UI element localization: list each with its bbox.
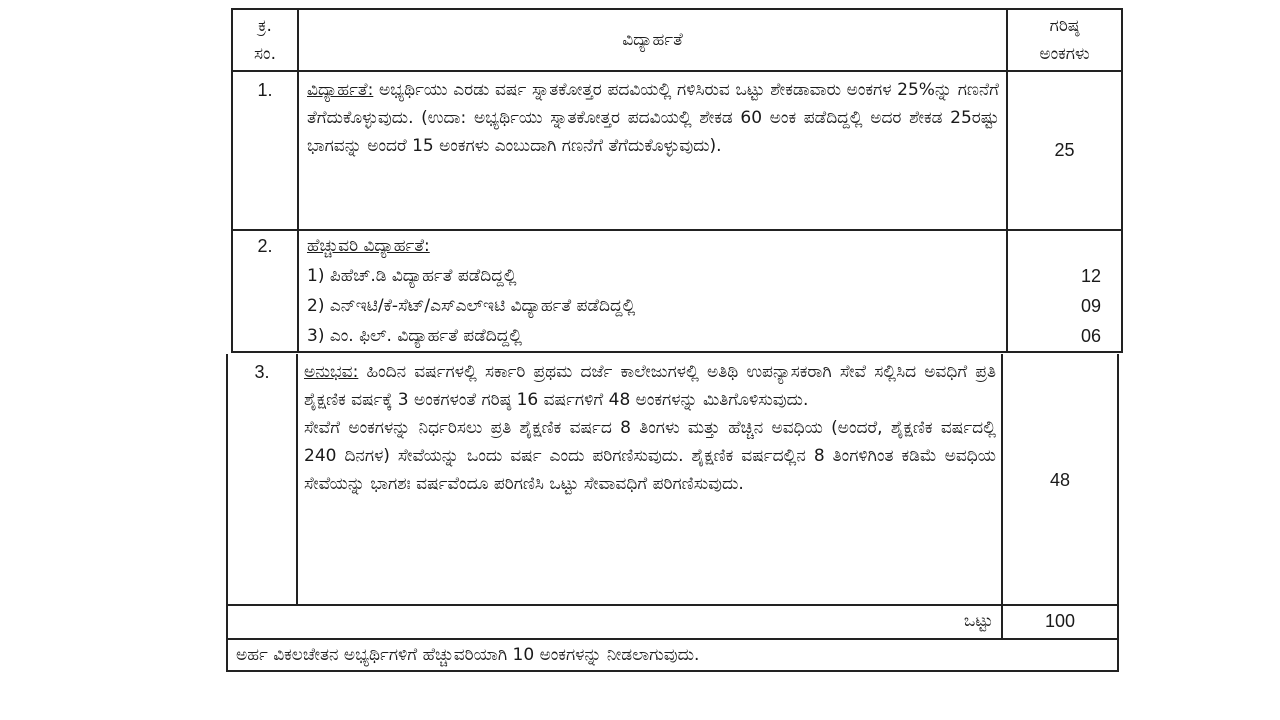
row-2-item-2: 2) ಎನ್‌ಇಟಿ/ಕೆ-ಸೆಟ್/ಎಸ್‌ಎಲ್‌ಇಟಿ ವಿದ್ಯಾರ್ಹತೆ ಪಡೆದಿದ್ದಲ್ಲಿ: [307, 296, 636, 316]
header-serial-line1: ಕ್ರ.: [258, 16, 272, 36]
header-serial-line2: ಸಂ.: [254, 44, 276, 64]
footnote: ಅರ್ಹ ವಿಕಲಚೇತನ ಅಭ್ಯರ್ಥಿಗಳಿಗೆ ಹೆಚ್ಚುವರಿಯಾಗಿ 10 ಅಂಕಗಳನ್ನು ನೀಡಲಾಗುವುದು.: [236, 645, 700, 665]
row-2-item-3-marks: 06: [1080, 326, 1101, 346]
row-divider: [233, 70, 1121, 72]
row-1-title: ವಿದ್ಯಾರ್ಹತೆ:: [307, 80, 374, 100]
row-2-title: ಹೆಚ್ಚುವರಿ ವಿದ್ಯಾರ್ಹತೆ:: [307, 236, 430, 256]
row-1-marks: 25: [1054, 140, 1075, 160]
row-2-serial: 2.: [257, 236, 273, 256]
row-1-serial: 1.: [257, 80, 273, 100]
marks-table-lower: [226, 354, 1119, 672]
total-label: ಒಟ್ಟು: [963, 611, 993, 631]
row-3-text2: ಸೇವೆಗೆ ಅಂಕಗಳನ್ನು ನಿರ್ಧರಿಸಲು ಪ್ರತಿ ಶೈಕ್ಷಣಿಕ ವರ್ಷದ 8 ತಿಂಗಳು ಮತ್ತು ಹೆಚ್ಚಿನ ಅವಧಿಯ (ಅಂದರೆ, ಶೈಕ್ಷಣಿಕ ವರ್ಷದಲ್ಲಿ 240 ದಿನಗಳ) ಸೇವೆಯನ್ನು ಒಂದು ವರ್ಷ ಎಂದು ಪರಿಗಣಿಸುವುದು. ಶೈಕ್ಷಣಿಕ ವರ್ಷದಲ್ಲಿನ 8 ತಿಂಗಳಿಗಿಂತ ಕಡಿಮೆ ಅವಧಿಯ ಸೇವೆಯನ್ನು ಭಾಗಶಃ ವರ್ಷವೆಂದೂ ಪರಿಗಣಿಸಿ ಒಟ್ಟು ಸೇವಾವಧಿಗೆ ಪರಿಗಣಿಸುವುದು.: [304, 418, 996, 494]
row-2-item-1: 1) ಪಿಹೆಚ್.ಡಿ ವಿದ್ಯಾರ್ಹತೆ ಪಡೆದಿದ್ದಲ್ಲಿ: [307, 266, 517, 286]
row-3-marks: 48: [1049, 470, 1071, 490]
row-3-title: ಅನುಭವ:: [304, 362, 359, 382]
row-2-item-2-marks: 09: [1080, 296, 1101, 316]
row-divider: [228, 638, 1117, 640]
row-divider: [228, 604, 1117, 606]
column-divider: [297, 10, 299, 351]
row-3-description: [304, 358, 996, 498]
row-2-description: [307, 232, 999, 350]
row-2-item-1-marks: 12: [1080, 266, 1101, 286]
row-1-text: ಅಭ್ಯರ್ಥಿಯು ಎರಡು ವರ್ಷ ಸ್ನಾತಕೋತ್ತರ ಪದವಿಯಲ್ಲಿ ಗಳಿಸಿರುವ ಒಟ್ಟು ಶೇಕಡಾವಾರು ಅಂಕಗಳ 25%ನ್ನು ಗಣನೆಗೆ ತೆಗೆದುಕೊಳ್ಳುವುದು. (ಉದಾ: ಅಭ್ಯರ್ಥಿಯು ಸ್ನಾತಕೋತ್ತರ ಪದವಿಯಲ್ಲಿ ಶೇಕಡ 60 ಅಂಕ ಪಡೆದಿದ್ದಲ್ಲಿ ಅದರ ಶೇಕಡ 25ರಷ್ಟು ಭಾಗವನ್ನು ಅಂದರೆ 15 ಅಂಕಗಳು ಎಂಬುದಾಗಿ ಗಣನೆಗೆ ತೆಗೆದುಕೊಳ್ಳುವುದು).: [307, 80, 999, 156]
marks-table-upper: [231, 8, 1123, 353]
row-1-description: [307, 76, 999, 160]
row-divider: [233, 229, 1121, 231]
row-3-serial: 3.: [254, 362, 270, 382]
column-divider: [296, 354, 298, 604]
header-max-marks: [1008, 12, 1121, 68]
header-serial: [233, 12, 297, 68]
row-2-item-3: 3) ಎಂ. ಫಿಲ್. ವಿದ್ಯಾರ್ಹತೆ ಪಡೆದಿದ್ದಲ್ಲಿ: [307, 326, 523, 346]
total-marks: 100: [1044, 611, 1076, 631]
header-max-marks-line1: ಗರಿಷ್ಠ: [1049, 16, 1080, 36]
header-qualification: ವಿದ್ಯಾರ್ಹತೆ: [622, 30, 683, 50]
row-2-marks: [1008, 262, 1121, 350]
column-divider: [1001, 354, 1003, 638]
row-3-text: ಹಿಂದಿನ ವರ್ಷಗಳಲ್ಲಿ ಸರ್ಕಾರಿ ಪ್ರಥಮ ದರ್ಜೆ ಕಾಲೇಜುಗಳಲ್ಲಿ ಅತಿಥಿ ಉಪನ್ಯಾಸಕರಾಗಿ ಸೇವೆ ಸಲ್ಲಿಸಿದ ಅವಧಿಗೆ ಪ್ರತಿ ಶೈಕ್ಷಣಿಕ ವರ್ಷಕ್ಕೆ 3 ಅಂಕಗಳಂತೆ ಗರಿಷ್ಠ 16 ವರ್ಷಗಳಿಗೆ 48 ಅಂಕಗಳನ್ನು ಮಿತಿಗೊಳಿಸುವುದು.: [304, 362, 996, 410]
header-max-marks-line2: ಅಂಕಗಳು: [1039, 44, 1090, 64]
